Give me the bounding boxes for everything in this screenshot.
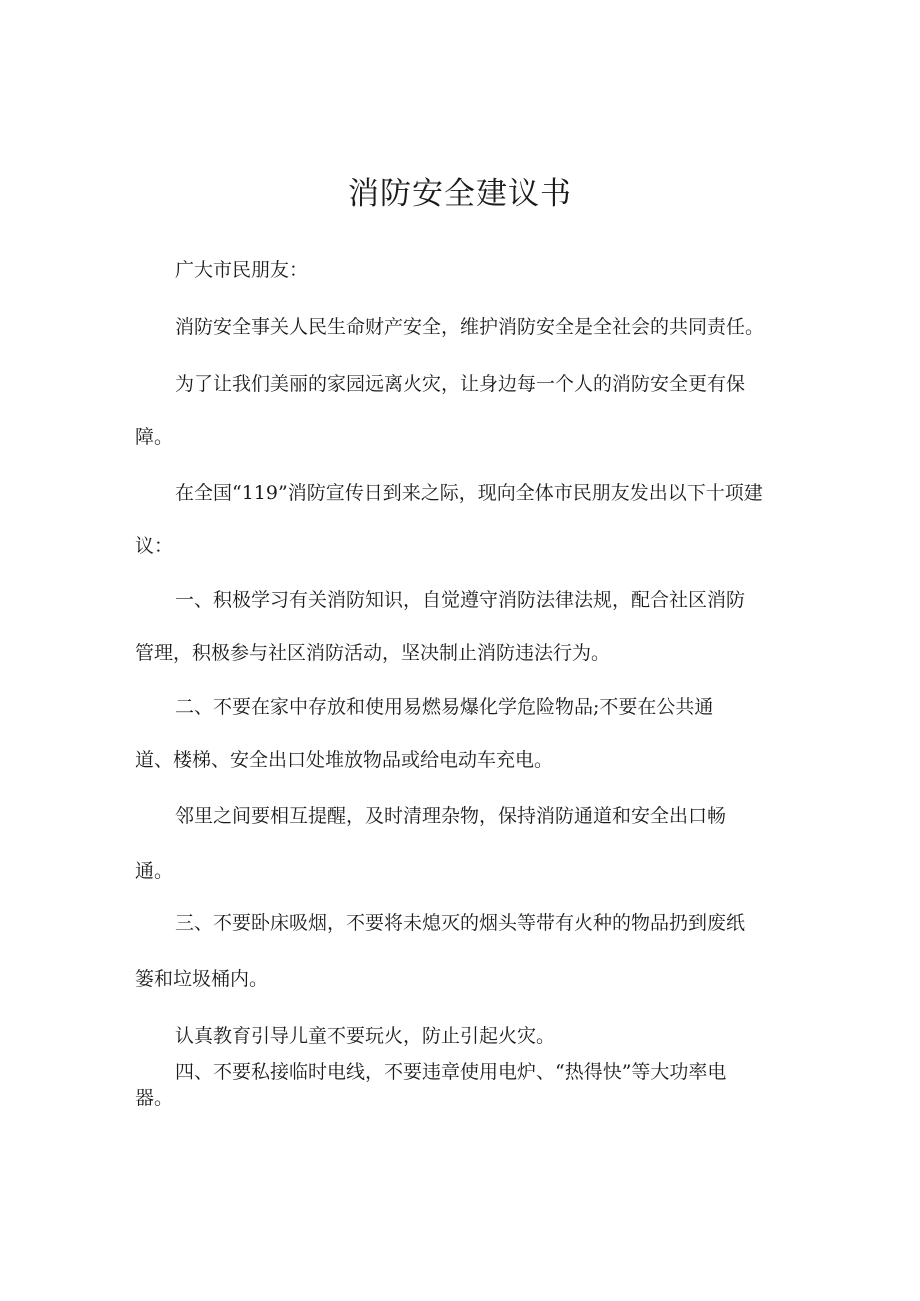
paragraph-2-line-2: 障。 [135,426,174,448]
paragraph-1-line-1: 消防安全事关人民生命财产安全，维护消防安全是全社会的共同责任。 [175,316,765,338]
paragraph-6-line-1: 邻里之间要相互提醒，及时清理杂物，保持消防通道和安全出口畅 [175,805,727,827]
paragraph-3-line-1: 在全国“119”消防宣传日到来之际，现向全体市民朋友发出以下十项建 [175,482,763,504]
paragraph-7-line-1: 三、不要卧床吸烟，不要将未熄灭的烟头等带有火种的物品扔到废纸 [175,912,746,934]
document-title: 消防安全建议书 [348,176,572,212]
paragraph-4-line-1: 一、积极学习有关消防知识，自觉遵守消防法律法规，配合社区消防 [175,589,746,611]
paragraph-7-line-2: 篓和垃圾桶内。 [135,968,269,990]
paragraph-6-line-2: 通。 [135,860,174,882]
greeting: 广大市民朋友： [175,259,309,281]
paragraph-3-line-2: 议： [135,535,174,557]
paragraph-9-line-2: 器。 [135,1087,174,1109]
paragraph-5-line-1: 二、不要在家中存放和使用易燃易爆化学危险物品;不要在公共通 [175,696,714,718]
paragraph-9-line-1: 四、不要私接临时电线，不要违章使用电炉、“热得快”等大功率电 [175,1061,727,1083]
paragraph-5-line-2: 道、楼梯、安全出口处堆放物品或给电动车充电。 [135,749,554,771]
paragraph-4-line-2: 管理，积极参与社区消防活动，坚决制止消防违法行为。 [135,642,611,664]
paragraph-8-line-1: 认真教育引导儿童不要玩火，防止引起火灾。 [175,1025,556,1047]
paragraph-2-line-1: 为了让我们美丽的家园远离火灾，让身边每一个人的消防安全更有保 [175,373,746,395]
